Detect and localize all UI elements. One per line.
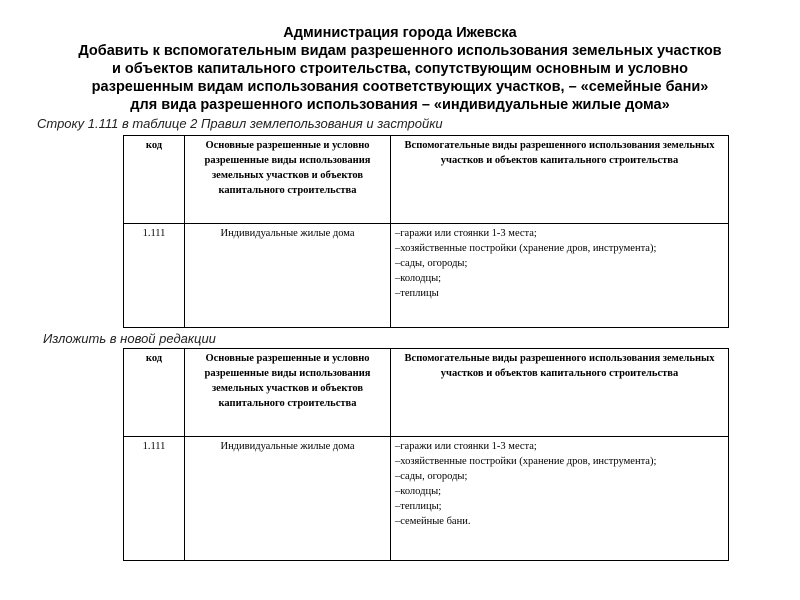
aux-item: –гаражи или стоянки 1-3 места; [395,228,537,239]
title-line: разрешенным видам использования соответствующих участков, – «семейные бани» [91,79,709,95]
header-main-uses: Основные разрешенные и условно разрешенные виды использования земельных участков и объектов капитального строительства [185,136,391,224]
table-row [124,437,729,561]
header-code: код [124,136,185,224]
aux-item: –теплицы; [395,501,442,512]
aux-item: –теплицы [395,288,439,299]
title-line: Добавить к вспомогательным видам разрешенного использования земельных участков [78,43,722,59]
aux-item: –сады, огороды; [395,258,468,269]
aux-item: –семейные бани. [395,516,471,527]
header-main-uses: Основные разрешенные и условно разрешенные виды использования земельных участков и объектов капитального строительства [185,349,391,437]
table-new [123,348,729,561]
header-aux-uses: Вспомогательные виды разрешенного использования земельных участков и объектов капитального строительства [391,136,729,224]
aux-item: –хозяйственные постройки (хранение дров, инструмента); [395,456,657,467]
title-line: и объектов капитального строительства, сопутствующим основным и условно [111,61,689,77]
aux-item: –сады, огороды; [395,471,468,482]
title-line: Администрация города Ижевска [283,25,517,41]
aux-item: –колодцы; [395,273,442,284]
document-title [0,24,800,114]
aux-item: –гаражи или стоянки 1-3 места; [395,441,537,452]
title-line: для вида разрешенного использования – «индивидуальные жилые дома» [130,97,670,113]
row-code: 1.111 [124,437,185,561]
caption-old-row: Строку 1.111 в таблице 2 Правил землепользования и застройки [37,116,443,131]
aux-item: –хозяйственные постройки (хранение дров, инструмента); [395,243,657,254]
header-code: код [124,349,185,437]
table-header-row [124,349,729,437]
row-aux-uses [391,224,729,328]
row-code: 1.111 [124,224,185,328]
table-old [123,135,729,328]
header-aux-uses: Вспомогательные виды разрешенного использования земельных участков и объектов капитального строительства [391,349,729,437]
row-main-use: Индивидуальные жилые дома [185,437,391,561]
table-row [124,224,729,328]
table-header-row [124,136,729,224]
aux-item: –колодцы; [395,486,442,497]
caption-new-edition: Изложить в новой редакции [43,331,216,346]
row-main-use: Индивидуальные жилые дома [185,224,391,328]
row-aux-uses [391,437,729,561]
